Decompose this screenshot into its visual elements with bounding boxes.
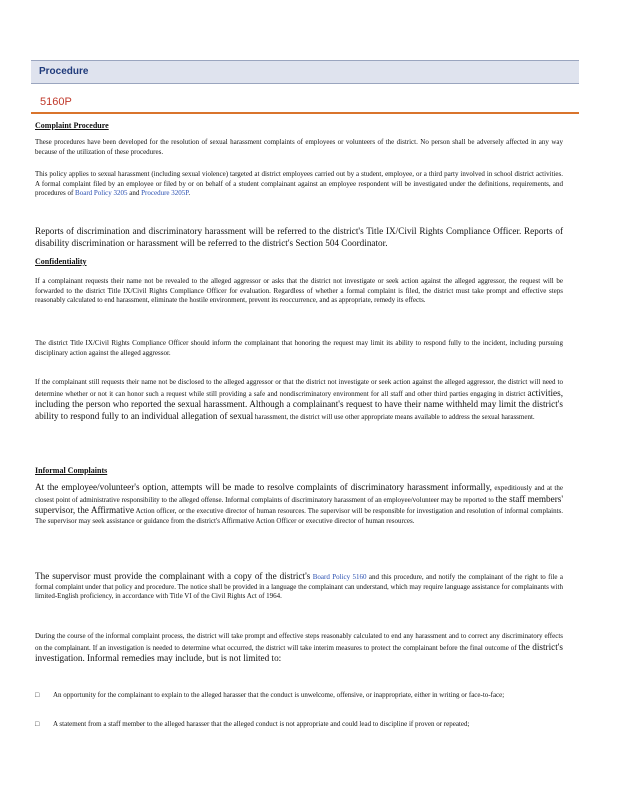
paragraph-informal-1 bbox=[35, 482, 563, 526]
checkbox-bullet-icon: □ bbox=[35, 691, 40, 699]
paragraph-reports-text: Reports of discrimination and discriminatory harassment will be referred to the district's Title IX/Civil Rights Compliance Officer. Reports of disability discrimination or harassment will be referred to the district's Section 504 Coordinator. bbox=[35, 226, 563, 248]
paragraph-informal-1c: the staff members' supervisor, the Affirmative bbox=[35, 493, 563, 515]
confidentiality-heading: Confidentiality bbox=[35, 257, 87, 266]
and-text: and bbox=[129, 189, 140, 197]
paragraph-confidentiality-1: If a complainant requests their name not be revealed to the alleged aggressor or asks that the district not investigate or seek action against the alleged aggressor, the request will be forwarded to the district Title IX/Civil Rights Compliance Officer for evaluation. Regardless of whether a formal complaint is filed, the district must take prompt and effective steps reasonably calculated to end harassment, eliminate the hostile environment, prevent its reoccurrence, and as appropriate, remedy its effects. bbox=[35, 277, 563, 304]
paragraph-informal-process-b: the district's investigation. Informal remedies may include, but is not limited to: bbox=[35, 641, 564, 663]
section-divider bbox=[31, 112, 579, 114]
paragraph-policy-applies-text: This policy applies to sexual harassment (including sexual violence) targeted at district employees carried out by a student, employee, or a third party involved in school district activities. A formal complaint filed by an employee or filed by or on behalf of a student complainant against an employee respondent will be investigated under the definitions, requirements, and procedures of bbox=[35, 170, 563, 197]
paragraph-intro: These procedures have been developed for the resolution of sexual harassment complaints of employees or volunteers of the district. No person shall be adversely affected in any way because of the utilization of these procedures. bbox=[35, 138, 563, 156]
board-policy-5160-link[interactable]: Board Policy 5160 bbox=[312, 573, 367, 581]
procedure-header-bar bbox=[31, 60, 579, 84]
checkbox-bullet-icon: □ bbox=[35, 720, 40, 728]
list-item-text: An opportunity for the complainant to explain to the alleged harasser that the conduct is unwelcome, offensive, or inappropriate, either in writing or face-to-face; bbox=[53, 691, 505, 699]
policy-number: 5160P bbox=[40, 96, 72, 108]
paragraph-informal-1b: expeditiously and at the closest point of administrative responsibility to the alleged offense. Informal complaints of discriminatory harassment of an employee/volunteer may be reported to bbox=[35, 484, 563, 504]
procedure-header-title: Procedure bbox=[39, 66, 89, 77]
informal-complaints-heading: Informal Complaints bbox=[35, 466, 108, 475]
paragraph-confidentiality-3c: harassment, the district will use other appropriate means available to address the sexual harassment. bbox=[254, 412, 535, 421]
paragraph-supervisor-b: and this procedure, and notify the complainant of the right to file a formal complaint under that policy and procedure. The notice shall be provided in a language the complainant can understand, which may require language assistance for complainants with limited-English proficiency, in accordance with Title VI of the Civil Rights Act of 1964. bbox=[35, 573, 564, 600]
paragraph-confidentiality-2: The district Title IX/Civil Rights Compliance Officer should inform the complainant that honoring the request may limit its ability to respond fully to the incident, including pursuing disciplinary action against the alleged aggressor. bbox=[35, 339, 563, 357]
paragraph-reports bbox=[35, 226, 563, 249]
paragraph-confidentiality-3b: activities, including the person who reported the sexual harassment. Although a complainant's request to have their name withheld may limit the district's ability to respond fully to an individual allegation of sexual bbox=[35, 387, 563, 421]
paragraph-policy-applies bbox=[35, 170, 563, 199]
paragraph-supervisor bbox=[35, 571, 563, 602]
procedure-3205p-link[interactable]: Procedure 3205P bbox=[141, 189, 189, 197]
list-item-text: A statement from a staff member to the alleged harasser that the alleged conduct is not appropriate and could lead to discipline if proven or repeated; bbox=[53, 720, 470, 728]
period-text: . bbox=[188, 189, 191, 197]
complaint-procedure-heading: Complaint Procedure bbox=[35, 121, 109, 130]
paragraph-informal-1a: At the employee/volunteer's option, attempts will be made to resolve complaints of discriminatory harassment informally, bbox=[35, 482, 492, 492]
paragraph-informal-1d: Action officer, or the executive director of human resources. The supervisor will be responsible for investigation and resolution of informal complaints. The supervisor may seek assistance or guidance from the district's Affirmative Action Officer or executive director of human resources. bbox=[35, 507, 563, 525]
paragraph-informal-process-a: During the course of the informal complaint process, the district will take prompt and effective steps reasonably calculated to end any harassment and to correct any discriminatory effects on the complainant. If an investigation is needed to determine what occurred, the district will take interim measures to protect the complainant before the final outcome of bbox=[35, 632, 563, 652]
paragraph-confidentiality-3a: If the complainant still requests their name not be disclosed to the alleged aggressor or that the district not investigate or seek action against the alleged aggressor, the district will need to determine whether or not it can honor such a request while still providing a safe and nondiscriminatory environment for all staff and other third parties engaging in district bbox=[35, 378, 563, 398]
board-policy-3205-link[interactable]: Board Policy 3205 bbox=[75, 189, 128, 197]
paragraph-supervisor-a: The supervisor must provide the complainant with a copy of the district's bbox=[35, 571, 311, 581]
paragraph-confidentiality-3 bbox=[35, 378, 563, 422]
paragraph-informal-process bbox=[35, 632, 563, 665]
